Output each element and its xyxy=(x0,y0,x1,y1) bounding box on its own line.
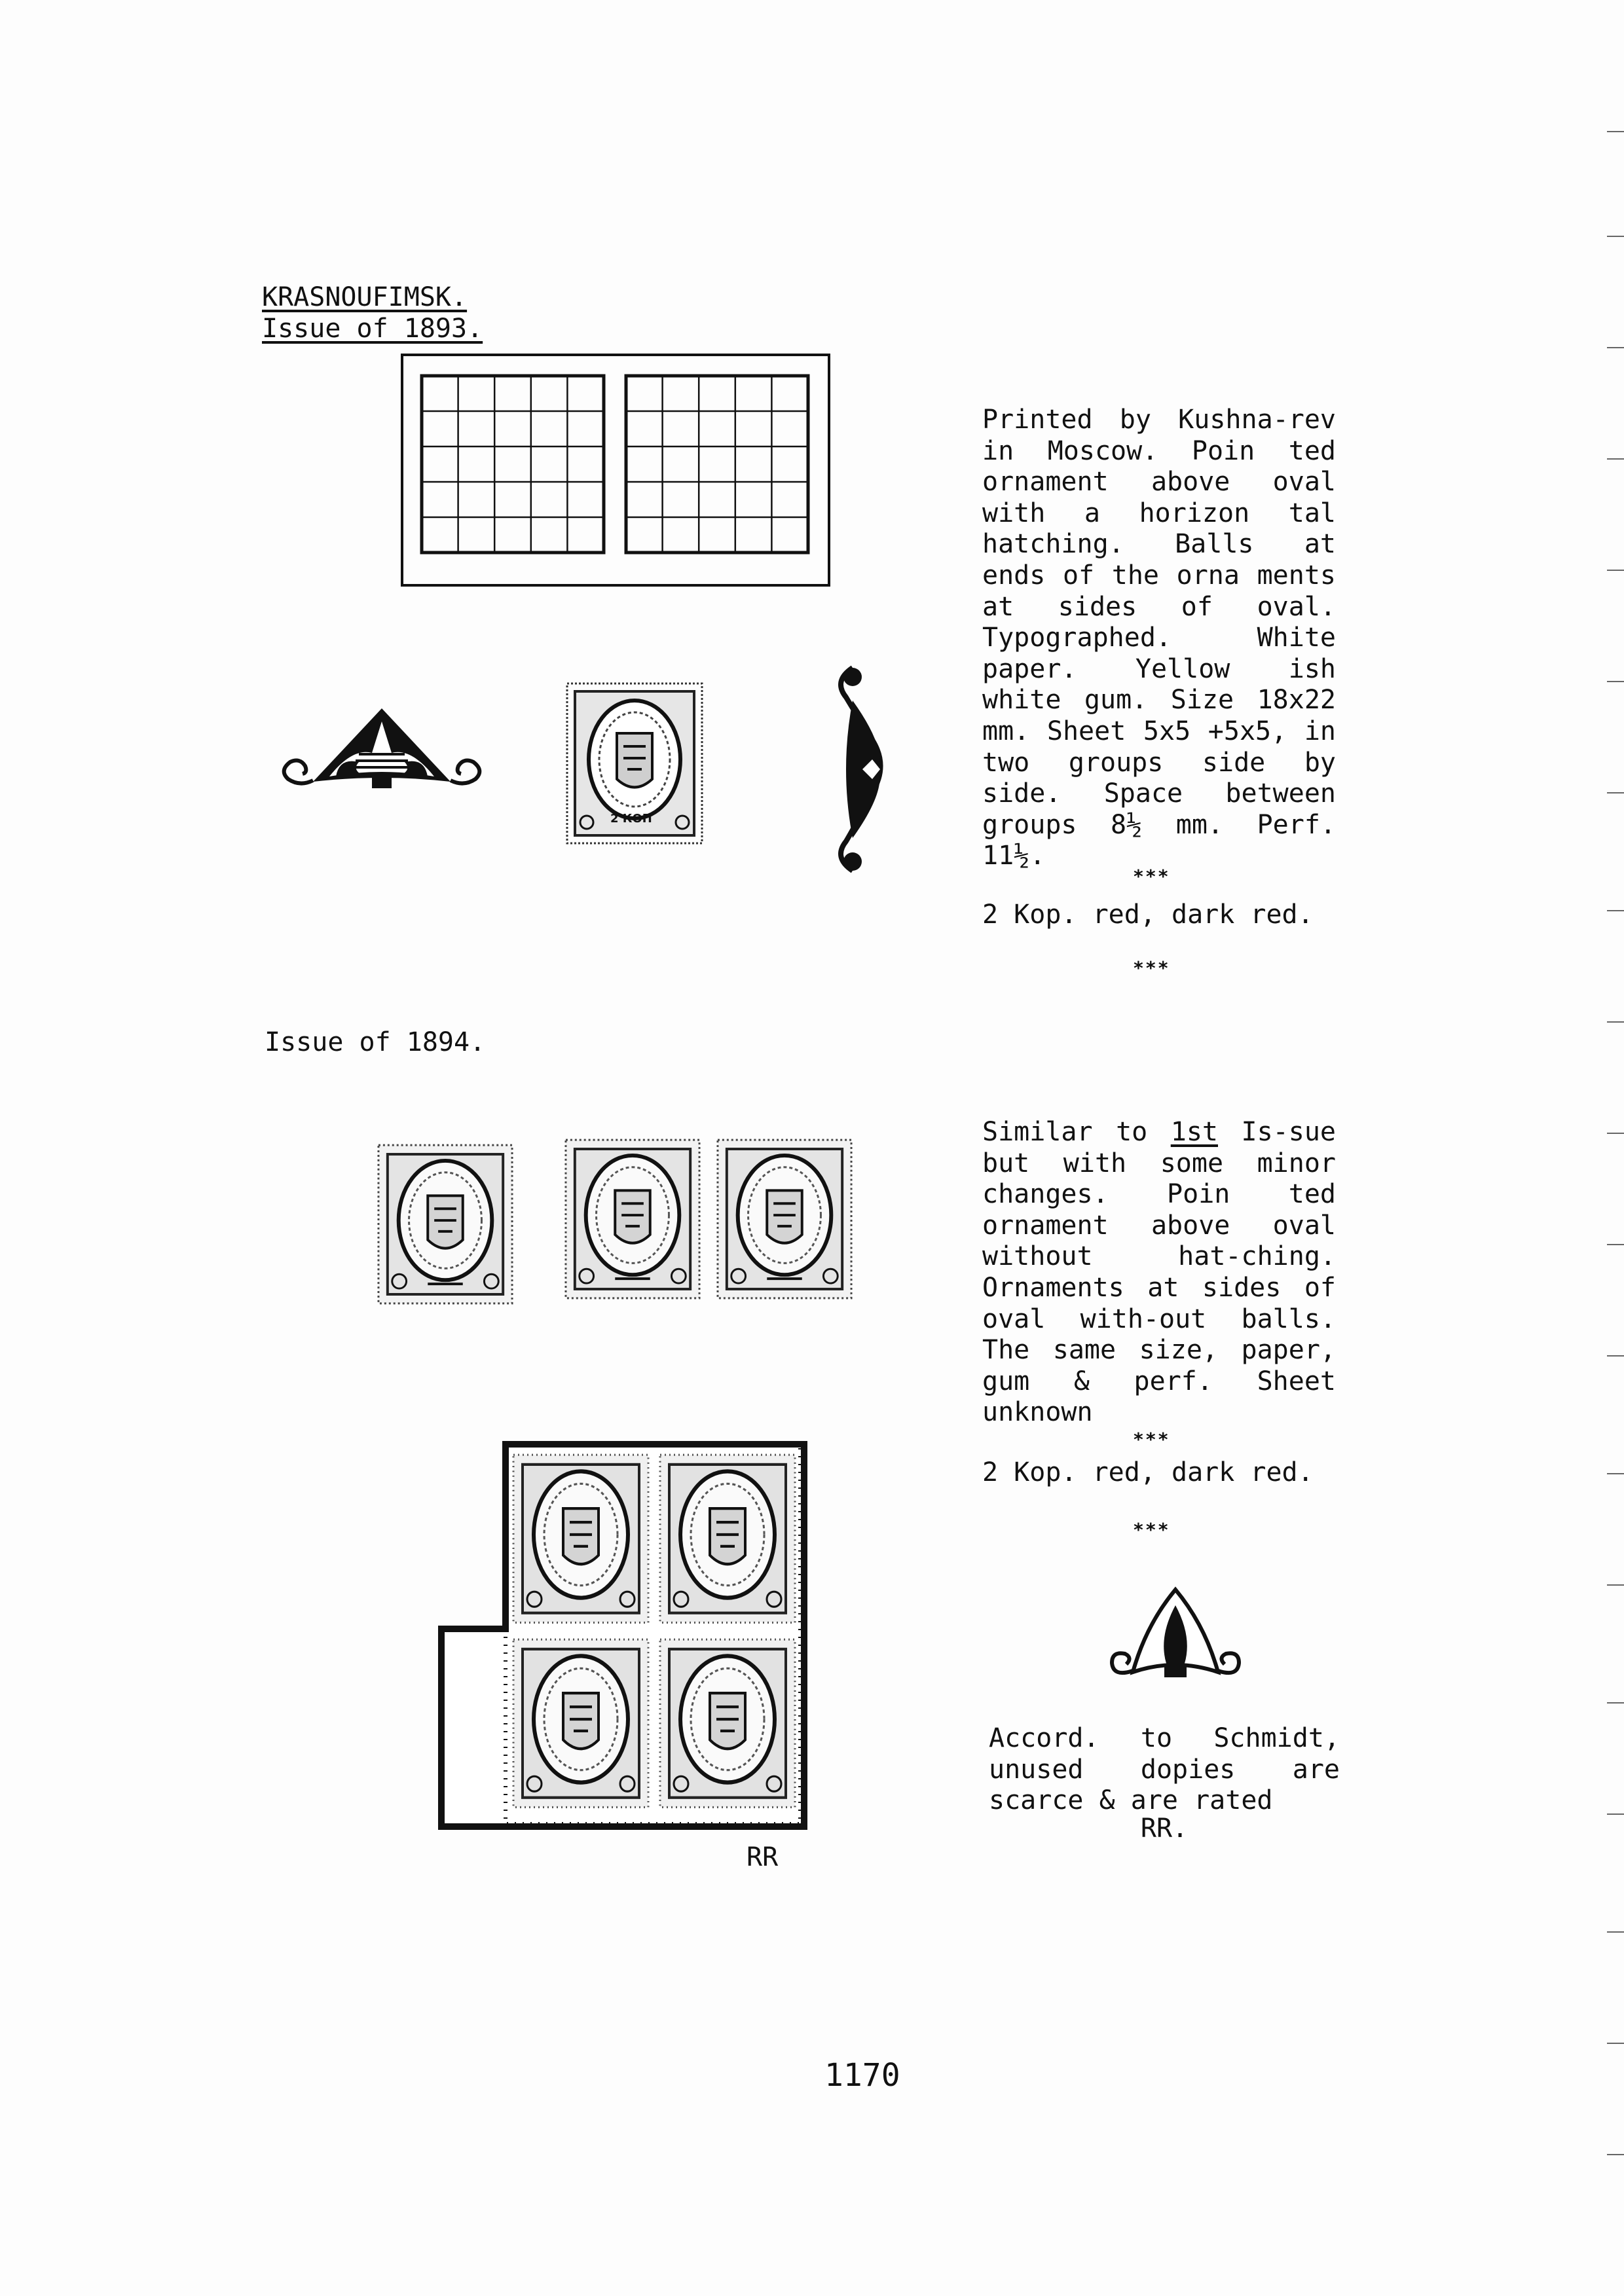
scan-edge-mark xyxy=(1607,1133,1624,1134)
stamp-1894 xyxy=(563,1134,702,1304)
scan-edge-mark xyxy=(1607,681,1624,682)
issue-1894-description xyxy=(982,1117,1336,1429)
scan-edge-mark xyxy=(1607,570,1624,571)
block-stamp xyxy=(660,1639,795,1807)
scan-edge-mark xyxy=(1607,1021,1624,1023)
description-rest: Is-sue but with some minor changes. Poin ted ornament above oval without hat-ching. Ornaments at sides of oval with-out balls. The same size, paper, gum & perf. Sheet unknown xyxy=(982,1117,1336,1428)
stamp-value-label: 2 КОП xyxy=(610,812,652,826)
scan-edge-mark xyxy=(1607,1931,1624,1933)
page-title: KRASNOUFIMSK. xyxy=(262,282,468,312)
schmidt-rating: RR. xyxy=(1140,1813,1189,1844)
issue-1893-value: 2 Kop. red, dark red. xyxy=(982,900,1314,930)
scan-edge-mark xyxy=(1607,1473,1624,1474)
issue-1894-heading: Issue of 1894. xyxy=(265,1027,486,1057)
scan-edge-mark xyxy=(1607,2043,1624,2044)
separator-stars: *** xyxy=(1133,957,1170,979)
block-stamp xyxy=(660,1455,795,1622)
stamp-1894 xyxy=(376,1139,515,1309)
scan-edge-mark xyxy=(1607,1244,1624,1245)
scan-edge-mark xyxy=(1607,1702,1624,1704)
pointed-ornament-1894 xyxy=(1107,1586,1244,1684)
first-issue-ordinal: 1st xyxy=(1170,1117,1218,1147)
issue-1893-heading: Issue of 1893. xyxy=(262,314,483,344)
scan-edge-mark xyxy=(1607,1813,1624,1815)
scan-edge-mark xyxy=(1607,1584,1624,1586)
scan-edge-mark xyxy=(1607,236,1624,237)
pointed-ornament-1893 xyxy=(274,708,490,800)
issue-1894-value: 2 Kop. red, dark red. xyxy=(982,1457,1314,1487)
page-number: 1170 xyxy=(824,2057,900,2094)
separator-stars: *** xyxy=(1133,1429,1170,1450)
issue-1893-description: Printed by Kushna-rev in Moscow. Poin ted ornament above oval with a horizon tal hatching. Balls at ends of the orna ments at sides of oval. Typographed. White paper. Yellow ish white gum. Size 18x22 mm. Sheet 5x5 +5x5, in two groups side by side. Space between groups 8½ mm. Perf. 11½. xyxy=(982,405,1336,871)
description-prefix: Similar to xyxy=(982,1117,1171,1147)
side-ornament-1893 xyxy=(826,661,892,877)
block-stamp xyxy=(513,1455,648,1622)
block-rarity-label: RR xyxy=(747,1842,779,1872)
scan-edge-mark xyxy=(1607,1355,1624,1357)
separator-stars: *** xyxy=(1133,1519,1170,1540)
scan-edge-mark xyxy=(1607,131,1624,132)
scan-edge-mark xyxy=(1607,458,1624,460)
scan-edge-mark xyxy=(1607,792,1624,793)
stamp-1893 xyxy=(564,681,705,846)
stamp-block-of-four xyxy=(437,1440,804,1833)
separator-stars: *** xyxy=(1133,866,1170,887)
scan-edge-mark xyxy=(1607,347,1624,348)
block-stamp xyxy=(513,1639,648,1807)
stamp-1894 xyxy=(715,1134,854,1304)
scan-edge-mark xyxy=(1607,2154,1624,2155)
schmidt-note: Accord. to Schmidt, unused dopies are scarce & are rated xyxy=(989,1723,1340,1816)
scan-edge-mark xyxy=(1607,910,1624,911)
